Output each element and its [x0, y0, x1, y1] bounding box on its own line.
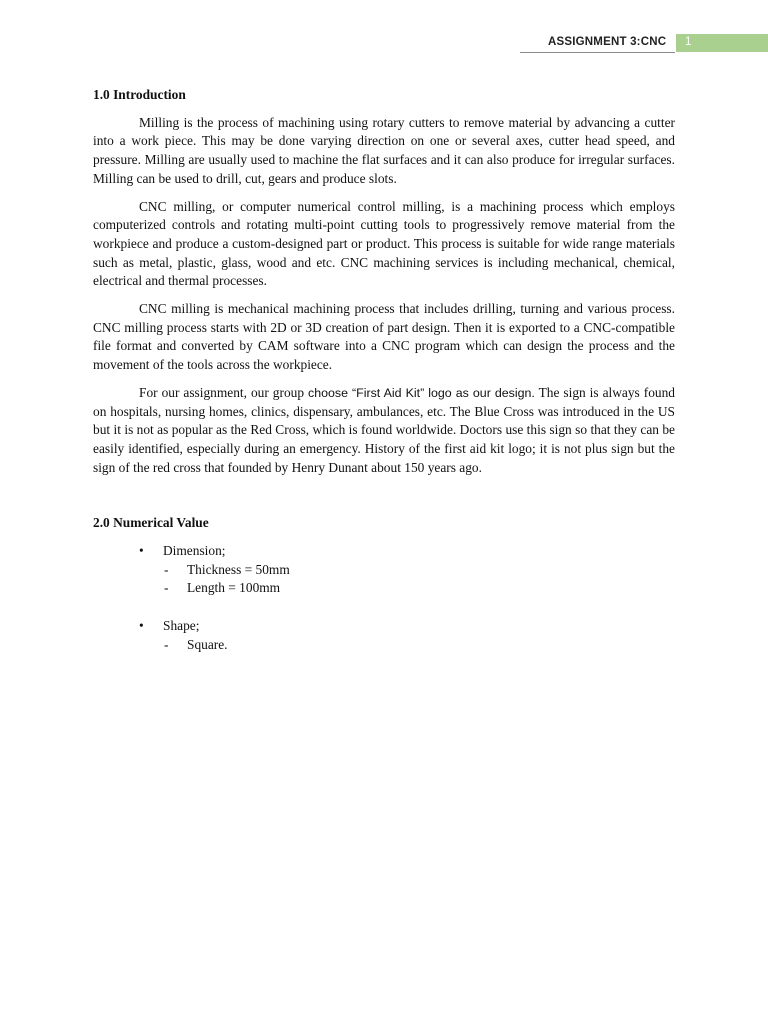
sub-list-dimension: [163, 561, 675, 598]
sub-list-item-text: Length = 100mm: [187, 580, 281, 596]
dash-icon: -: [164, 636, 169, 652]
section-heading-numerical-value: 2.0 Numerical Value: [93, 515, 209, 531]
sub-list-item-square: [163, 636, 675, 655]
document-body: [93, 86, 675, 674]
bullet-icon: •: [139, 543, 144, 559]
sub-list-item-text: Thickness = 50mm: [187, 561, 290, 577]
list-item-shape: [139, 617, 675, 654]
sub-list-shape: [163, 636, 675, 655]
list-item-dimension: [139, 542, 675, 598]
section-heading-introduction: 1.0 Introduction: [93, 87, 186, 102]
dash-icon: -: [164, 561, 169, 577]
header-title: ASSIGNMENT 3:CNC: [548, 36, 667, 48]
paragraph-text-end: The sign is always found on hospitals, nursing homes, clinics, dispensary, ambulances, etc. The Blue Cross was introduced in the US but it is not as popular as the Red Cross, which is found worldwide. Doctors use this sign so that they can be easily identified, especially during an emergency. History of the first aid kit logo; it is not plus sign but the sign of the red cross that founded by Henry Dunant about 150 years ago.: [93, 384, 675, 475]
page-number: 1: [685, 36, 692, 48]
sub-list-item-length: [163, 579, 675, 598]
header-divider: [520, 52, 675, 53]
list-item-label: Dimension;: [163, 543, 226, 559]
paragraph-cnc-process: CNC milling is mechanical machining process that includes drilling, turning and various process. CNC milling process starts with 2D or 3D creation of part design. Then it is exported to a CNC-compatible file format and converted by CAM software into a CNC program which can design the process and the movement of the tools across the workpiece.: [93, 301, 675, 373]
page-number-badge: [676, 34, 768, 52]
paragraph-milling-definition: Milling is the process of machining using rotary cutters to remove material by advancing a cutter into a work piece. This may be done varying direction on one or several axes, cutter head speed, and pressure. Milling are usually used to machine the flat surfaces and it can also produce for irregular surfaces. Milling can be used to drill, cut, gears and produce slots.: [93, 114, 675, 186]
list-item-label: Shape;: [163, 618, 200, 634]
paragraph-text-highlight: choose “First Aid Kit” logo as our design.: [308, 385, 535, 400]
paragraph-cnc-milling: CNC milling, or computer numerical control milling, is a machining process which employs computerized controls and rotating multi-point cutting tools to progressively remove material from the workpiece and produce a custom-designed part or product. This process is suitable for wide range materials such as metal, plastic, glass, wood and etc. CNC machining services is including mechanical, chemical, electrical and thermal processes.: [93, 198, 675, 289]
paragraph-text-start: For our assignment, our group: [139, 384, 309, 400]
paragraph-assignment-design: [93, 384, 675, 478]
sub-list-item-thickness: [163, 561, 675, 580]
numerical-value-list: [93, 542, 675, 655]
dash-icon: -: [164, 580, 169, 596]
sub-list-item-text: Square.: [187, 636, 228, 652]
bullet-icon: •: [139, 618, 144, 634]
